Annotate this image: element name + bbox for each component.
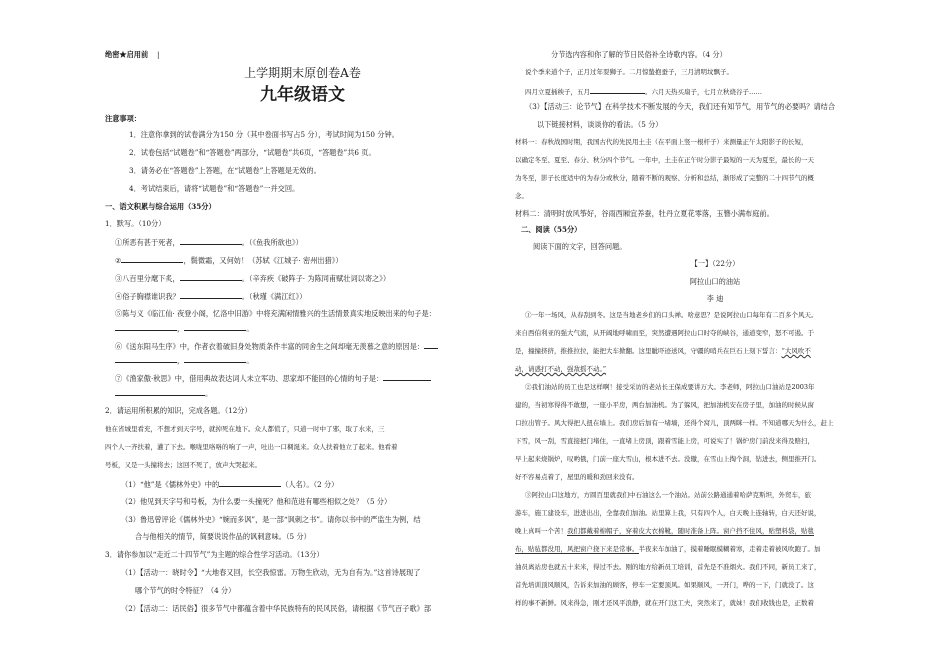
q2-sub3: （3）鲁迅曾评论《儒林外史》“婉而多讽”，是一部“讽刺之书”。请你以书中的严监生为例，结 [121,515,421,524]
note-item: 2．试卷包括“试题卷”和“答题卷”两部分，“试题卷”共6页，“答题卷”共6 页。 [129,148,376,157]
q2-passage-line: 号板，又是一头撞将去；这回不死了，放声大哭起来。 [105,461,261,469]
story-author: 李 迪 [706,294,724,303]
material1-line: 以确定冬至、夏至、春分、秋分四个节气。一年中，土圭在正午时分影子最短的一天为夏至，最长的一天 [515,156,814,164]
section1-heading: 一、语文积累与综合运用（35分） [105,202,216,211]
answer-blank[interactable] [184,354,246,363]
answer-blank[interactable] [424,340,438,349]
note-item: 4．考试结束后，请将“试题卷”和“答题卷”一并交回。 [129,184,300,193]
q2-sub3-cont: 合与他相关的情节，简要说说作品的讽刺意味。（5 分） [135,532,311,541]
q1-line7-answer: 。 [115,387,212,399]
q1-line6: ⑥《送东阳马生序》中，作者衣着破旧身处物质条件丰富的同舍生之间却毫无羡慕之意的原因是： [115,340,438,352]
q1-title: 1．默写。（10分） [105,219,166,228]
story-line: ①一年一场风，从春刮到冬。这是当地老乡们的口头禅。啥意思？是说阿拉山口每年有二百多个风天。 [525,311,818,319]
right-column [515,0,915,672]
material1-line: 念。 [515,192,528,200]
q1-line1: ①所恶有甚于死者， 。（《鱼我所欲也》） [115,238,303,247]
q1-line6-answer: ， 。 [115,354,253,366]
exam-title: 上学期期末原创卷A卷 [244,66,361,80]
story-line: 布，贴毡都没用，风把窗户挠下来是常事。半夜来车加油了，摸着睡眠模糊着寒，走着走着被风吹跑了。加 [515,545,821,553]
story-line: 游车，施工建设车，进进出出，全靠我们加油。站里算上我，只有四个人，白天晚上连轴转，白天还好说， [515,509,821,517]
section2-heading: 二、阅读（55分） [521,225,582,234]
q1-line5-answer: ， 。 [115,322,253,334]
material2: 材料二：清明时放风筝好，谷雨西厢宜养蚕，牡丹立夏花零落，玉簪小满布庭前。 [515,209,774,218]
q3-title: 3．请你参加以“走近二十四节气”为主题的综合性学习活动。（13分） [105,550,324,559]
q2-sub1: （1）“他”是《儒林外史》中的 （人名）。（2 分） [121,480,339,489]
activity3: （3）【活动三：论节气】在科学技术不断发展的今天，我们还有知节气，用节气的必要吗？请结合 [525,102,836,111]
q3-activity1-cont: 哪个节气的时令特征？（4 分） [135,586,236,595]
q1-line7: ⑦《渔家傲·秋思》中，借用典故表达词人未立军功、思家却不能回的心情的句子是： [115,372,431,384]
material1-line: 为冬至，影子长度适中的为春分或秋分，随着不断的观察、分析和总结，渐形成了完整的二十四节气的概 [515,174,814,182]
story-title: 阿拉山口的油站 [689,277,741,286]
story-line: ③阿拉山口这地方，方圆百里就我们中石油这么一个油站。站前公路通通着哈萨克斯坦，外贸车，旅 [525,491,811,499]
story-line: 是，撞撞挤挤，推推拉拉，能把大车掀翻。这里眦吓迹送风，守疆的哨兵在巨石上刻下誓言：“大风吹不 [515,347,811,355]
q1-line2: ② ，鬓微霜，又何妨！（苏轼《江城子· 密州出猎》） [115,256,343,265]
answer-blank[interactable] [180,290,242,299]
cursor-mark: | [157,50,160,59]
story-line: 来自西伯利亚的强大气流，从开阔地呼啸而至，突然遭遇阿拉山口时夺的峡谷，通道变窄，怒不可遏。于 [515,329,814,337]
answer-blank[interactable] [115,354,177,363]
story-line: 好不容易点着了，屋里的暖和劲回来没有。 [515,473,639,481]
part-title: 【一】（22分） [690,259,740,268]
q3-activity2: （2）【活动二：话民俗】很多节气中都蕴含着中华民族特有的民风民俗，请根据《节气百子歌》部 [121,604,432,613]
answer-blank[interactable] [184,322,246,331]
q1-line4: ④俗子胸襟谁识我？ 。（秋瑾《满江红》） [115,292,307,301]
note-item: 1．注意你拿到的试卷满分为150 分（其中卷面书写占5 分），考试时间为150 分钟。 [129,130,399,139]
story-line: 首先培训顶风顺风，告诉来加油的顾客，停车一定要顶风。如果顺风，一开门，哗的一下，门就没了。这 [515,581,814,589]
q2-title: 2．请运用所积累的知识，完成各题。（12分） [105,406,252,415]
activity3-cont: 以下链接材料，谈谈你的看法。（5 分） [537,120,663,129]
subject-title: 九年级语文 [260,85,345,105]
answer-blank[interactable] [180,236,242,245]
story-line: 建的，当初寒得得不敢想，一座小平房，两台加油机。为了躲风，把加油机安在房子里，加油的时候从窗 [515,401,814,409]
story-line: 样的事不新鲜。风来得急，刚才还风平浪静，就在开门这工夫，突然来了，就妹！我们收钱也是，正数着 [515,599,814,607]
material1-line: 材料一：春秋战国时期，我国古代的先民用土圭（在平面上竖一根杆子）来测量正午太阳影子的长短， [515,138,808,146]
notes-heading: 注意事项： [105,114,141,123]
q1-line5: ⑤陈与义《临江仙· 夜登小阁，忆洛中旧游》中将充满闲情雅兴的生活情景真实地反映出来的句子是： [115,309,436,318]
answer-blank[interactable] [219,478,281,487]
q3-activity1: （1）【活动一：晓时令】“大地春又回，长空我惊雷。万物生欣动，无为自有为。”这首诗展现了 [121,568,421,577]
poem-line: 四月立夏插秧子，五月 。六月天热买扇子，七月立秋烧谷子…… [525,85,762,98]
story-line: 油员离站房也就五十来米，得过不去。刚的地方给新员工培训，首先是不准烟火。我们不同，新员工来了， [515,563,821,571]
answer-blank[interactable] [121,254,183,263]
section2-instruction: 阅读下面的文字，回答问题。 [533,242,627,251]
left-column [105,0,500,672]
q2-sub2: （2）他见到天字号和号板，为什么要一头撞死？他和范进有哪些相似之处？（5 分） [121,497,392,506]
poem-line: 说个季来道个子，正月过年耍狮子。二月惊蛰抱蚕子，三月清明坟飘子。 [525,68,733,76]
answer-blank[interactable] [115,322,177,331]
q1-line3: ③八百里分麾下炙， 。（辛弃疾《破阵子· 为陈同甫赋壮词以寄之》） [115,274,391,283]
answer-blank[interactable] [115,387,205,396]
answer-blank[interactable] [180,272,242,281]
story-line: 下雪，风一刮，雪直接把门堵住，一直堵上房顶，跟着雪能上房，可说实了！锅炉房门前没来得及赔扫， [515,437,814,445]
activity2-cont: 分节选内容和你了解的节日民俗补全诗歌内容。（4 分） [551,50,727,59]
secret-label: 绝密★启用前 [105,50,149,59]
story-line: 动，请惑打不动，强敌摇不动。” [515,365,607,373]
story-line: 口拉出管子。风大得把人扭在墙上。我们房后加有一堵墙，还得个窝儿，顶两眯一样。不知道哪天为什么，赶上 [515,419,834,427]
story-line: 早上起来烧锅炉，叹哟俄，门前一座大雪山，根本进不去。没辙，在雪山上掏个洞，钻进去，侧里推开门。 [515,455,821,463]
answer-blank[interactable] [383,372,431,381]
story-line: ②我们油站的员工也是这样啊！接受采访的老站长王保成要讲万大。李老师，阿拉山口油站是2003年 [525,383,815,391]
story-line: 晚上真叫一个苦！我们都戴着棉帽子，穿着皮大衣棉靴，随时准备上阵。窗户挡不住风，贴塑料袋，贴毯 [515,527,814,535]
q2-passage-line: 四个人一齐扶着，灌了下去。喉咙里咯咯的响了一声，吐出一口稠涎来。众人扶着他立了起来。他看着 [105,443,398,451]
answer-blank[interactable] [590,85,645,94]
note-item: 3．请务必在“答题卷”上答题，在“试题卷”上答题是无效的。 [129,166,321,175]
q2-passage-line: 他在省城里看充，不想才到天字号，就掉死在地下。众人都慌了，只道一时中了邪，取了水来，三 [105,425,385,433]
